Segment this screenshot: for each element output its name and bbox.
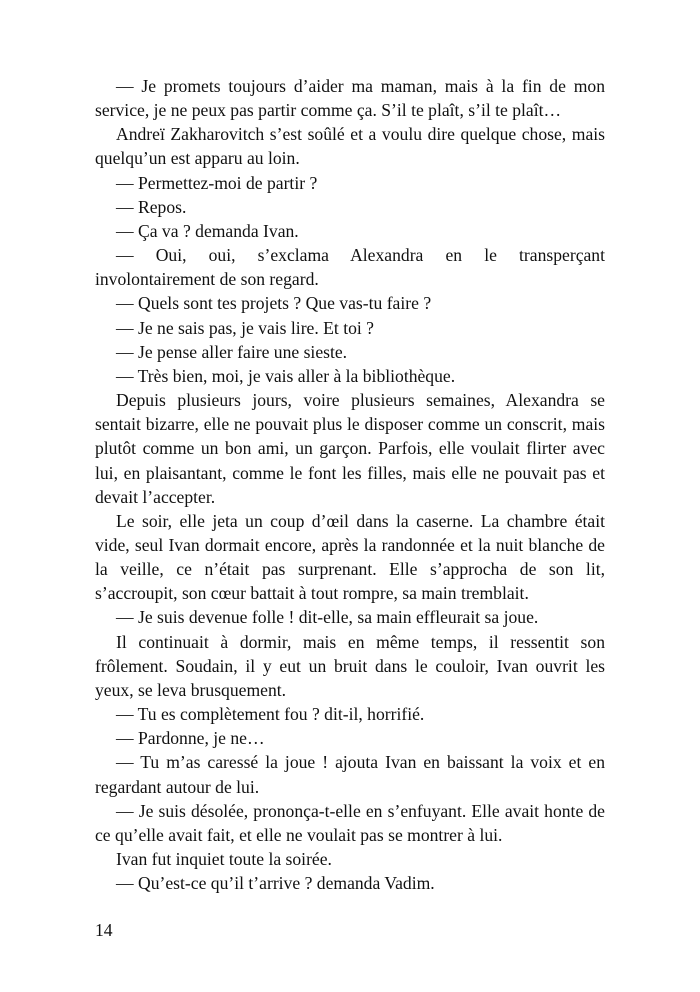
body-text [95, 74, 605, 895]
paragraph: — Très bien, moi, je vais aller à la bibliothèque. [116, 365, 456, 386]
paragraph: — Tu es complètement fou ? dit-il, horrifié. [116, 704, 425, 725]
paragraph: — Qu’est-ce qu’il t’arrive ? demanda Vadim. [116, 873, 435, 894]
paragraph: Le soir, elle jeta un coup d’œil dans la caserne. La chambre était vide, seul Ivan dormait encore, après la randonnée et la nuit blanche de la veille, ce n’était pas surprenant. Elle s’approcha de son lit, s’accroupit, son cœur battait à tout rompre, sa main tremblait. [95, 510, 605, 604]
paragraph: — Quels sont tes projets ? Que vas-tu faire ? [116, 293, 432, 314]
paragraph: — Je ne sais pas, je vais lire. Et toi ? [116, 317, 374, 338]
paragraph: — Tu m’as caressé la joue ! ajouta Ivan en baissant la voix et en regardant autour de lui. [95, 752, 605, 797]
paragraph: Depuis plusieurs jours, voire plusieurs semaines, Alexandra se sentait bizarre, elle ne pouvait plus le disposer comme un conscrit, mais plutôt comme un bon ami, un garçon. Parfois, elle voulait flirter avec lui, en plaisantant, comme le font les filles, mais elle ne pouvait pas et devait l’accepter. [95, 390, 605, 507]
paragraph: — Pardonne, je ne… [116, 728, 265, 749]
paragraph: — Permettez-moi de partir ? [116, 172, 318, 193]
paragraph: — Je suis devenue folle ! dit-elle, sa main effleurait sa joue. [116, 607, 539, 628]
paragraph: — Je pense aller faire une sieste. [116, 341, 348, 362]
paragraph: Andreï Zakharovitch s’est soûlé et a voulu dire quelque chose, mais quelqu’un est apparu au loin. [95, 124, 605, 169]
paragraph: — Je suis désolée, prononça-t-elle en s’enfuyant. Elle avait honte de ce qu’elle avait fait, et elle ne voulait pas se montrer à lui. [95, 800, 605, 845]
paragraph: — Repos. [116, 196, 187, 217]
paragraph: Il continuait à dormir, mais en même temps, il ressentit son frôlement. Soudain, il y eut un bruit dans le couloir, Ivan ouvrit les yeux, se leva brusquement. [95, 631, 605, 700]
paragraph: — Ça va ? demanda Ivan. [116, 220, 299, 241]
paragraph: Ivan fut inquiet toute la soirée. [116, 849, 332, 869]
paragraph: — Je promets toujours d’aider ma maman, mais à la fin de mon service, je ne peux pas partir comme ça. S’il te plaît, s’il te plaît… [95, 76, 605, 121]
paragraph: — Oui, oui, s’exclama Alexandra en le transperçant involontairement de son regard. [95, 245, 605, 290]
page-number: 14 [95, 920, 113, 940]
